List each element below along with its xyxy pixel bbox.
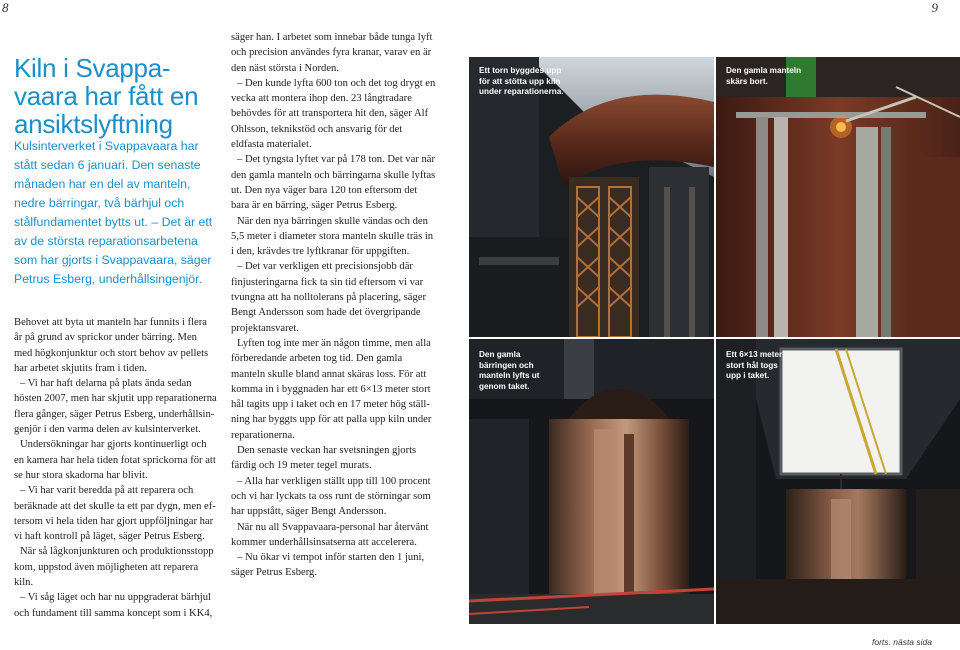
paragraph: – Alla har verkligen ställt upp till 100 procent och vi har lyckats ta oss runt de störningar som har uppstått, säger Bengt Andersson.	[231, 475, 431, 518]
page-number-right: 9	[931, 0, 938, 15]
body-column-2	[231, 30, 437, 581]
paragraph: När så lågkonjunkturen och produktionsstopp kom, uppstod även möjligheten att reparera kiln.	[14, 546, 214, 589]
page-number-left: 8	[2, 0, 9, 15]
paragraph: – Vi har haft delarna på plats ända sedan hösten 2007, men har skjutit upp reparationerna flera gånger, säger Petrus Esberg, underhållsingenjör i den varma delen av kulsinterverket.	[14, 378, 217, 436]
paragraph: – Vi har varit beredda på att reparera och beräknade att det skulle ta ett par dygn, men eftersom vi hela tiden har gjort uppföljningar har vi haft kontroll på läget, säger Petrus Esberg.	[14, 485, 216, 543]
paragraph: Lyften tog inte mer än någon timme, men alla förberedande arbeten tog tid. Den gamla manteln skulle bland annat skäras loss. För att komma in i byggnaden har ett 6×13 meter stort hål tagits upp i taket och en 17 meter hög ställning har byggts upp för att palla upp kiln under reparationerna.	[231, 337, 432, 441]
paragraph: Behovet att byta ut manteln har funnits i flera år på grund av sprickor under bärring. Men med högkonjunktur och stort behov av pellets har arbetet skjutits fram i tiden.	[14, 317, 209, 374]
photo-support-tower	[469, 57, 714, 337]
continued-note: forts. nästa sida	[871, 637, 932, 647]
paragraph: Den senaste veckan har svetsningen gjorts färdig och 19 meter tegel murats.	[231, 445, 417, 472]
paragraph: Undersökningar har gjorts kontinuerligt och en kamera har hela tiden fotat sprickorna för att se hur stora skadorna har blivit.	[14, 439, 216, 481]
paragraph: – Nu ökar vi tempot inför starten den 1 juni, säger Petrus Esberg.	[231, 552, 425, 579]
paragraph: – Det var verkligen ett precisionsjobb där finjusteringarna fick ta sin tid eftersom vi var tvungna att ha nolltolerans på placering, säger Bengt Andersson som hade det övergripande projektansvaret.	[231, 261, 427, 334]
paragraph: – Den kunde lyfta 600 ton och det tog drygt en vecka att montera ihop den. 23 långtradare behövdes för att transportera hit den, säger Alf Ohlsson, teknikstöd och ansvarig för det eldfasta materialet.	[231, 77, 436, 151]
body-column-1	[14, 315, 217, 621]
article-title: Kiln i Svappavaara har fått en ansiktslyftning	[14, 53, 199, 139]
paragraph: – Vi såg läget och har nu uppgraderat bärhjul och fundament till samma koncept som i KK4,	[14, 592, 213, 619]
photo-cutting-shell	[716, 57, 960, 337]
photo-ring-lifted	[469, 339, 714, 624]
photo-caption: Den gamla bärringen och manteln lyfts ut genom taket.	[479, 350, 540, 391]
photo-roof-hole	[716, 339, 960, 624]
photo-caption: Ett torn byggdes upp för att stötta upp kiln under reparationerna.	[479, 66, 564, 96]
photo-caption: Den gamla manteln skärs bort.	[726, 66, 802, 86]
article-lead: Kulsinterverket i Svappavaara har stått sedan 6 januari. Den senaste månaden har en del av manteln, nedre bärringar, två bärhjul och stålfundamentet bytts ut. – Det är ett av de största reparationsarbetena som har gjorts i Svappavaara, säger Petrus Esberg, underhållsingenjör.	[14, 139, 213, 286]
paragraph: – Det tyngsta lyftet var på 178 ton. Det var när den gamla manteln och bärringarna skulle lyftas ut. Den nya väger bara 120 ton eftersom det bara är en bärring, säger Petrus Esberg.	[231, 154, 436, 212]
paragraph: säger han. I arbetet som innebar både tunga lyft och precision användes fyra kranar, varav en är den näst största i Norden.	[231, 32, 433, 74]
paragraph: När nu all Svappavaara-personal har återvänt kommer underhållsinsatserna att accelerera.	[231, 521, 429, 548]
paragraph: När den nya bärringen skulle vändas och den 5,5 meter i diameter stora manteln skulle träs in i den, krävdes tre lyftkranar för uppgiften.	[231, 215, 434, 258]
photo-caption: Ett 6×13 meter stort hål togs upp i taket.	[726, 350, 783, 380]
